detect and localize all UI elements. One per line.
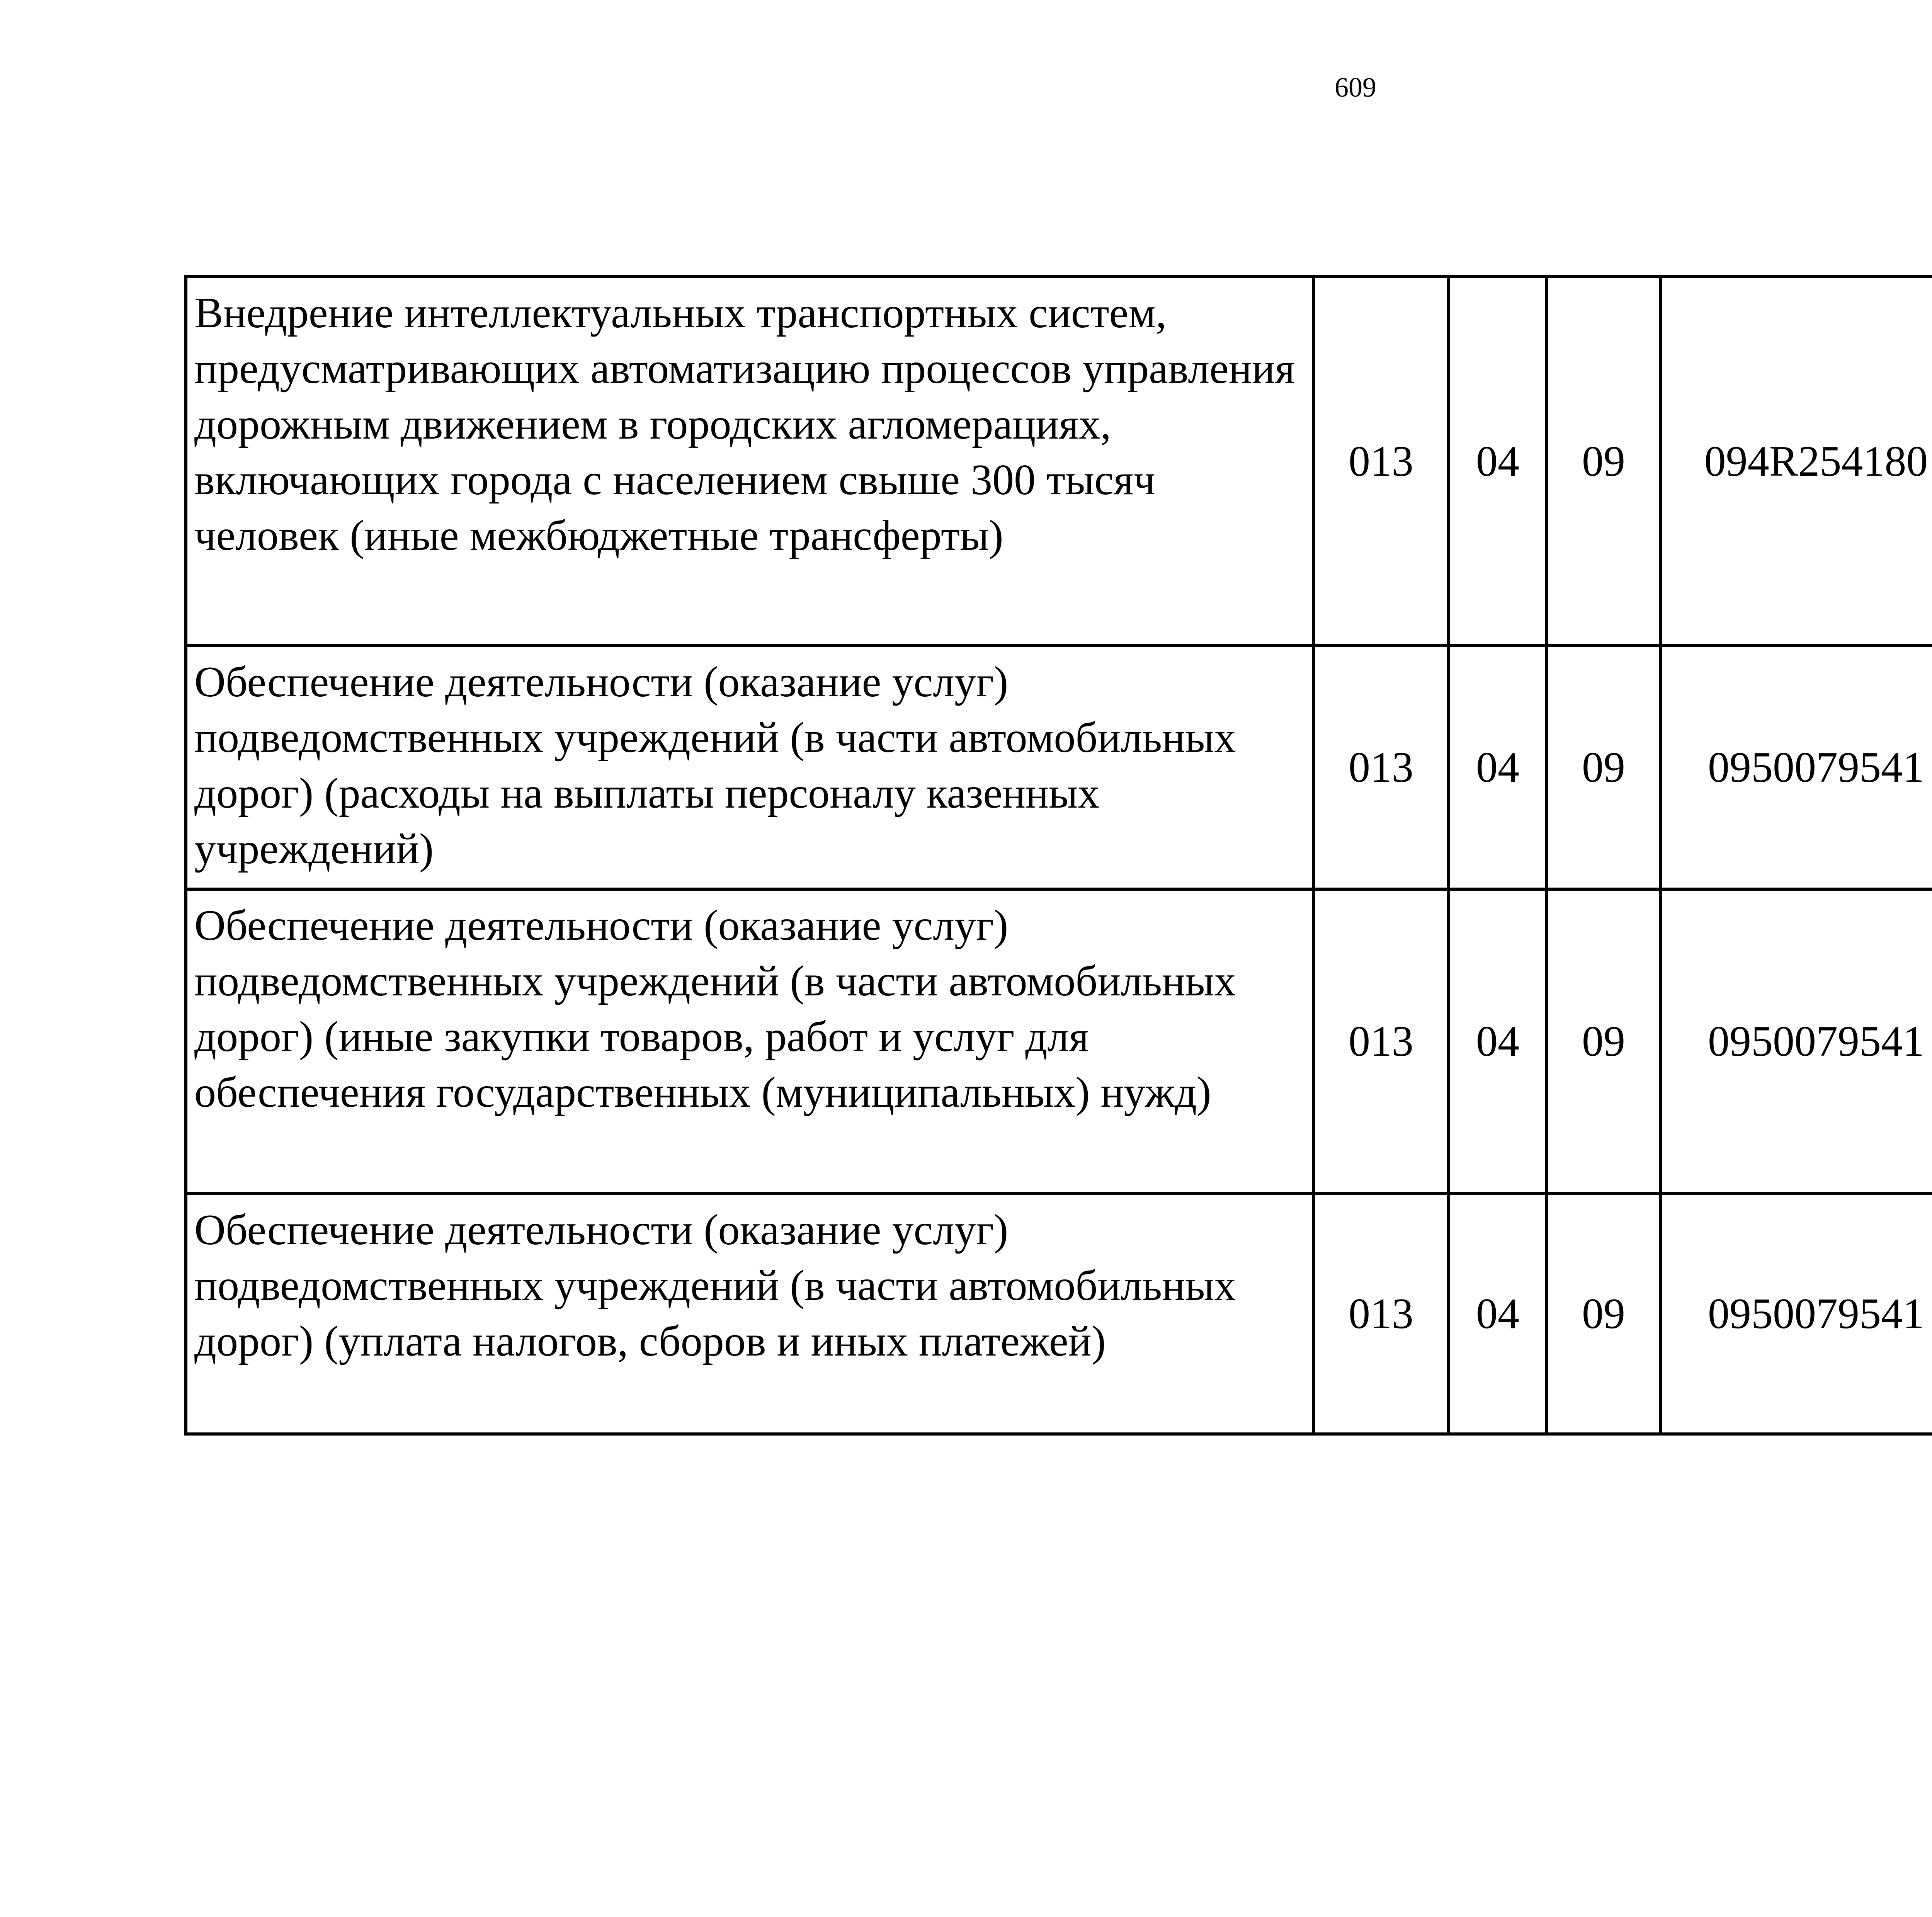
row-section: 04 <box>1449 646 1547 889</box>
row-section: 04 <box>1449 277 1547 646</box>
row-description: Обеспечение деятельности (оказание услуг) подведомственных учреждений (в части автомобильных дорог) (уплата налогов, сборов и иных платежей) <box>186 1194 1313 1434</box>
table-row <box>186 1194 1932 1434</box>
row-code: 013 <box>1313 646 1449 889</box>
row-subsection: 09 <box>1547 646 1660 889</box>
row-description: Внедрение интеллектуальных транспортных систем, предусматривающих автоматизацию процессов управления дорожным движением в городских агломерациях, включающих города с населением свыше 300 тысяч человек (иные межбюджетные трансферты) <box>186 277 1313 646</box>
row-section: 04 <box>1449 1194 1547 1434</box>
table-row <box>186 646 1932 889</box>
row-description: Обеспечение деятельности (оказание услуг) подведомственных учреждений (в части автомобильных дорог) (расходы на выплаты персоналу казенных учреждений) <box>186 646 1313 889</box>
row-code: 013 <box>1313 1194 1449 1434</box>
row-subsection: 09 <box>1547 277 1660 646</box>
row-target-article: 094R254180 <box>1660 277 1932 646</box>
row-code: 013 <box>1313 277 1449 646</box>
row-subsection: 09 <box>1547 1194 1660 1434</box>
page-number: 609 <box>1335 72 1376 103</box>
row-description: Обеспечение деятельности (оказание услуг) подведомственных учреждений (в части автомобильных дорог) (иные закупки товаров, работ и услуг для обеспечения государственных (муниципальных) нужд) <box>186 889 1313 1194</box>
row-target-article: 0950079541 <box>1660 646 1932 889</box>
table-row <box>186 277 1932 646</box>
row-code: 013 <box>1313 889 1449 1194</box>
row-subsection: 09 <box>1547 889 1660 1194</box>
row-target-article: 0950079541 <box>1660 889 1932 1194</box>
table-row <box>186 889 1932 1194</box>
row-section: 04 <box>1449 889 1547 1194</box>
row-target-article: 0950079541 <box>1660 1194 1932 1434</box>
budget-table <box>184 275 1932 1436</box>
